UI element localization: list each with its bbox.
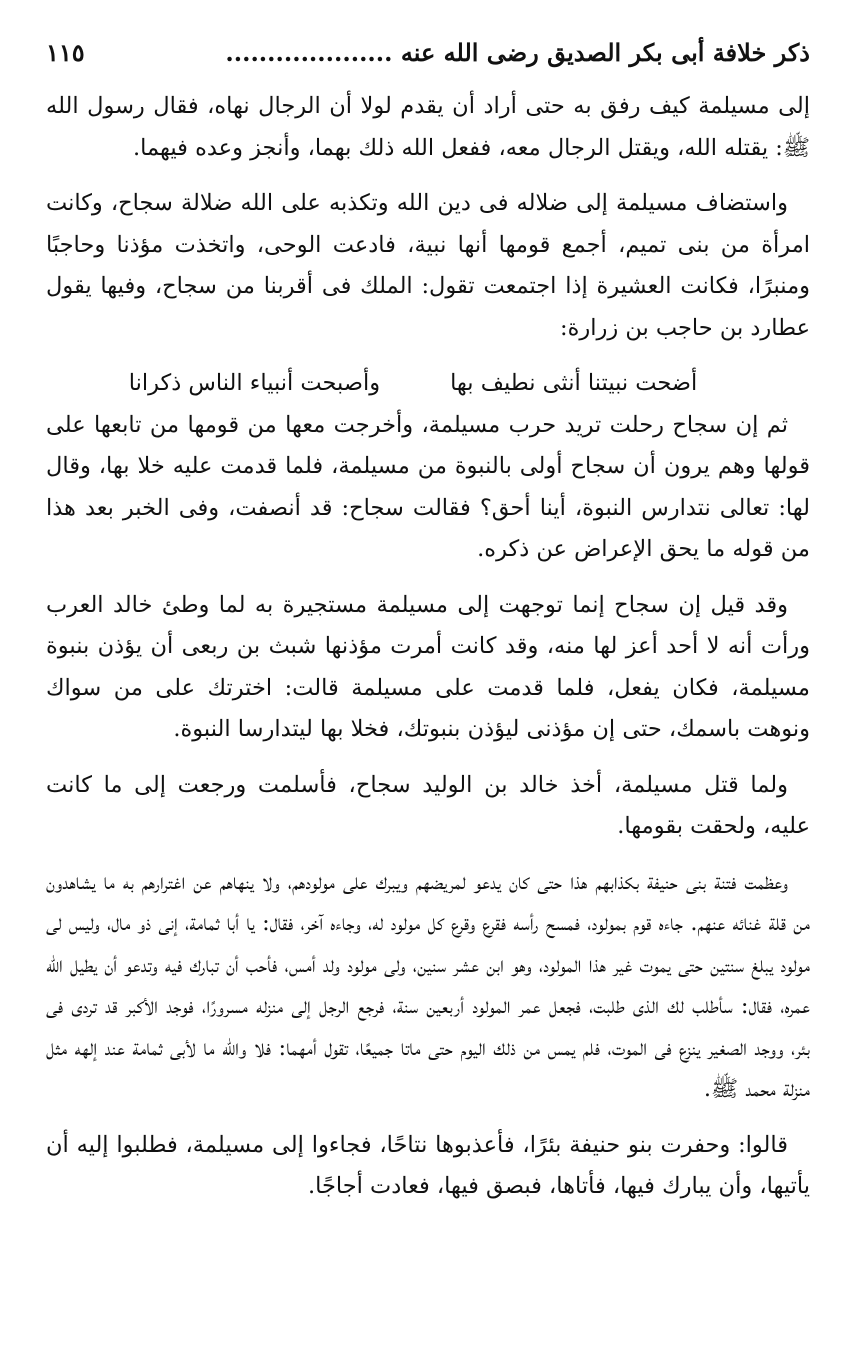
paragraph-1: إلى مسيلمة كيف رفق به حتى أراد أن يقدم لولا أن الرجال نهاه، فقال رسول الله ﷺ: يقتله الله، ويقتل الرجال معه، ففعل الله ذلك بهما، وأنجز وعده فيهما. [46, 93, 810, 161]
paragraph-2: واستضاف مسيلمة إلى ضلاله فى دين الله وتكذبه على الله ضلالة سجاح، وكانت امرأة من بنى تميم، أجمع قومها أنها نبية، فادعت الوحى، واتخذت مؤذنا وحاجبًا ومنبرًا، فكانت العشيرة إذا اجتمعت تقول: الملك فى أقربنا من سجاح، وفيها يقول عطارد بن حاجب بن زرارة: [46, 190, 810, 341]
poem-verse [46, 363, 810, 405]
paragraph-6: وعظمت فتنة بنى حنيفة بكذابهم هذا حتى كان يدعو لمريضهم ويبرك على مولودهم، ولا ينهاهم عن اغترارهم به ما يشاهدون من قلة غنائه عنهم. جاءه قوم بمولود، فمسح رأسه فقرع وقرع كل مولود له، وجاءه آخر، فقال: يا أبا ثمامة، إنى ذو مال، وليس لى مولود يبلغ سنتين حتى يموت غير هذا المولود، وهو ابن عشر سنين، ولى مولود ولد أمس، فأحب أن تبارك فيه وتدعو أن يطيل الله عمره، فقال: سأطلب لك الذى طلبت، فجعل عمر المولود أربعين سنة، فرجع الرجل إلى منزله مسرورًا، فوجد الأكبر قد تردى فى بئر، ووجد الصغير ينزع فى الموت، فلم يمس من ذلك اليوم حتى ماتا جميعًا، تقول أمهما: فلا والله ما لأبى ثمامة عند إلهه مثل منزلة محمد ﷺ. [46, 868, 810, 1102]
header-title-with-dots [225, 32, 810, 74]
page-number: ١١٥ [46, 38, 85, 67]
running-header [46, 32, 810, 86]
header-title: ذكر خلافة أبى بكر الصديق رضى الله عنه [400, 38, 810, 67]
paragraph-5: ولما قتل مسيلمة، أخذ خالد بن الوليد سجاح، فأسلمت ورجعت إلى ما كانت عليه، ولحقت بقومها. [46, 771, 810, 839]
paragraph-7: قالوا: وحفرت بنو حنيفة بئرًا، فأعذبوها نتاحًا، فجاءوا إلى مسيلمة، فطلبوا إليه أن يأتيها، وأن يبارك فيها، فأتاها، فبصق فيها، فعادت أجاجًا. [46, 1131, 810, 1199]
verse-second-hemistich: وأصبحت أنبياء الناس ذكرانا [128, 370, 381, 396]
verse-first-hemistich: أضحت نبيتنا أنثى نطيف بها [450, 370, 698, 396]
header-dots: .................... [225, 38, 393, 67]
paragraph-3: ثم إن سجاح رحلت تريد حرب مسيلمة، وأخرجت معها من قومها من تابعها على قولها وهم يرون أن سجاح أولى بالنبوة من مسيلمة، فلما قدمت عليه خلا بها، وقال لها: تعالى نتدارس النبوة، أينا أحق؟ فقالت سجاح: قد أنصفت، وفى الخبر بعد هذا من قوله ما يحق الإعراض عن ذكره. [46, 411, 810, 562]
paragraph-4: وقد قيل إن سجاح إنما توجهت إلى مسيلمة مستجيرة به لما وطئ خالد العرب ورأت أنه لا أحد أعز لها منه، وقد كانت أمرت مؤذنها شبث بن ربعى أن يؤذن بنبوة مسيلمة، فكان يفعل، فلما قدمت على مسيلمة قالت: اخترتك على من سواك ونوهت باسمك، حتى إن مؤذنى ليؤذن بنبوتك، فخلا بها ليتدارسا النبوة. [46, 591, 810, 742]
